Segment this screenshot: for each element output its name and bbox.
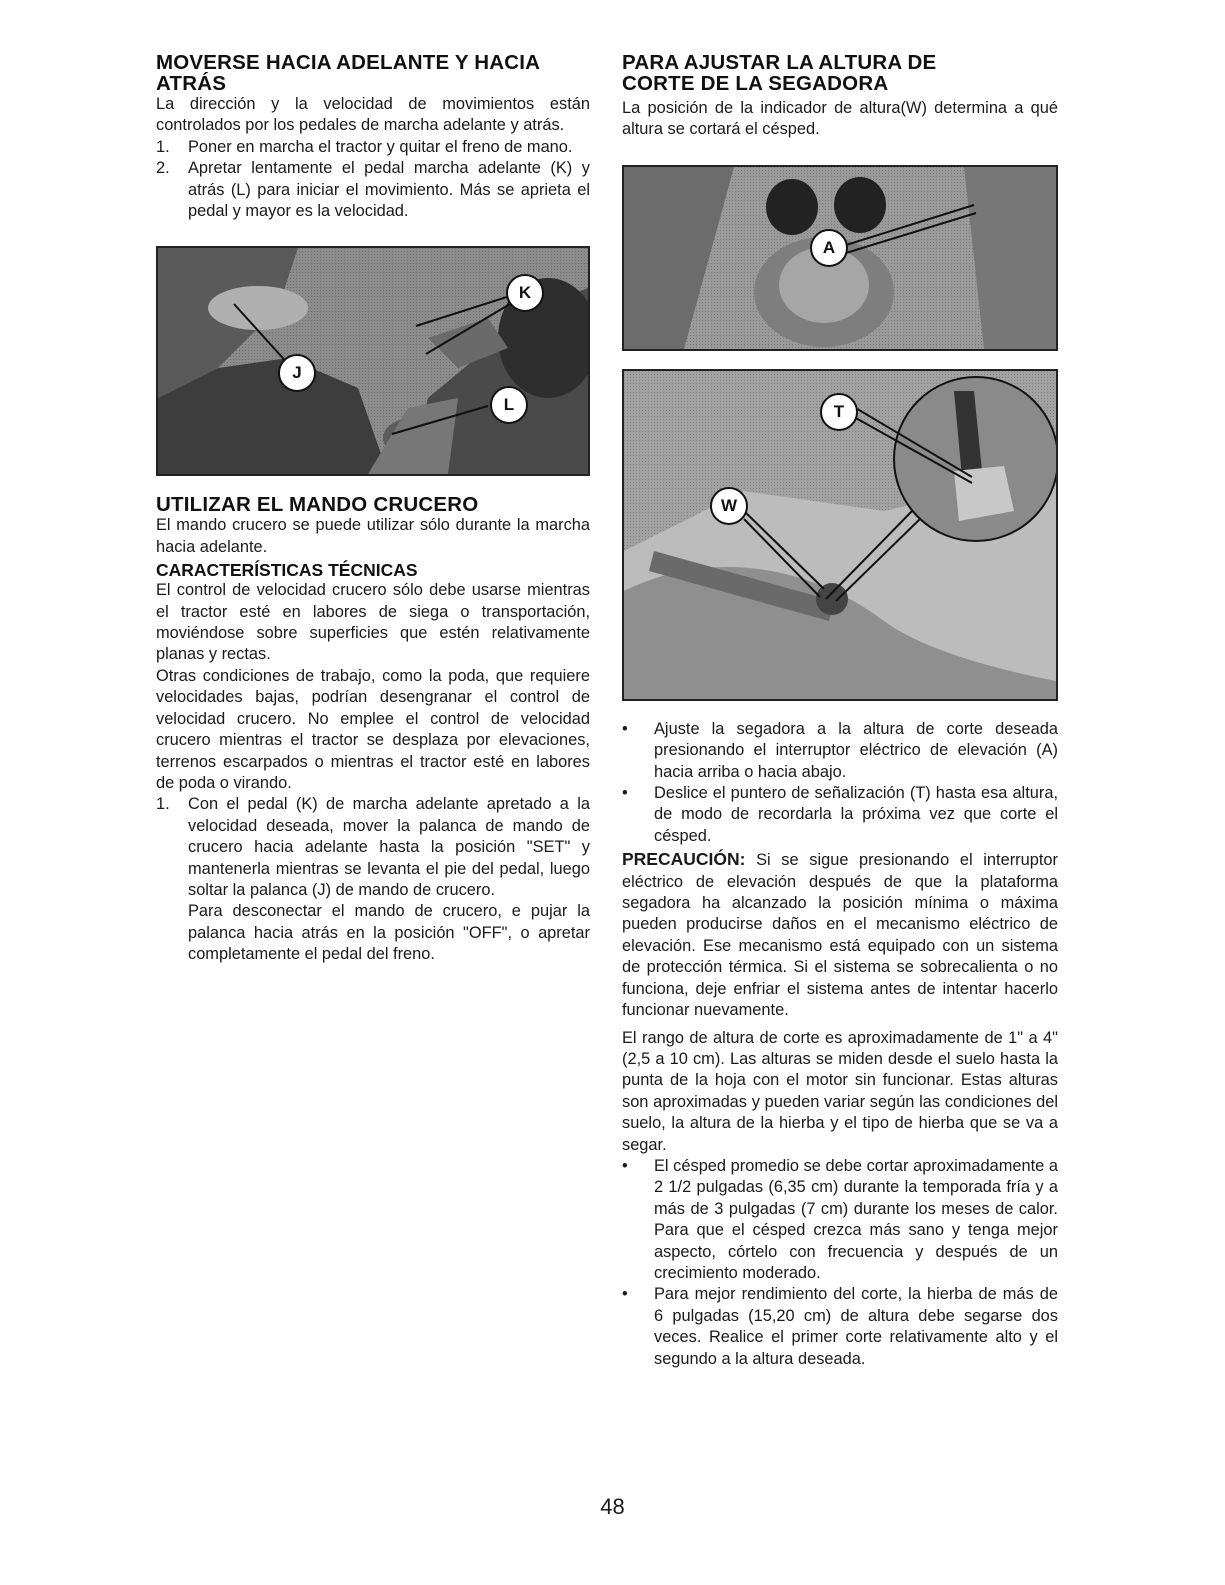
subsection-title-specs: CARACTERÍSTICAS TÉCNICAS bbox=[156, 560, 418, 581]
callout-l: L bbox=[490, 386, 528, 424]
lift-switch-figure bbox=[622, 165, 1058, 351]
section-title-cruise: UTILIZAR EL MANDO CRUCERO bbox=[156, 493, 479, 517]
caution-label: PRECAUCIÓN: bbox=[622, 849, 746, 870]
callout-t: T bbox=[820, 393, 858, 431]
mowing-tips bbox=[622, 1156, 1058, 1370]
section-title-cut-height: PARA AJUSTAR LA ALTURA DE CORTE DE LA SEGADORA bbox=[622, 51, 937, 95]
section-title-forward-backward: MOVERSE HACIA ADELANTE Y HACIA ATRÁS bbox=[156, 51, 541, 95]
list-item: 1. Poner en marcha el tractor y quitar el freno de mano. bbox=[156, 137, 573, 156]
cut-height-intro: La posición de la indicador de altura(W) determina a qué altura se cortará el césped. bbox=[622, 99, 1058, 139]
callout-w: W bbox=[710, 487, 748, 525]
list-item: • Deslice el puntero de señalización (T) hasta esa altura, de modo de recordarla la próxima vez que corte el césped. bbox=[622, 784, 1058, 845]
list-item: • El césped promedio se debe cortar aproximadamente a 2 1/2 pulgadas (6,35 cm) durante la temporada fría y a más de 3 pulgadas (7 cm) durante los meses de calor. Para que el césped crezca más sano y tenga mejor aspecto, córtelo con frecuencia y después de un crecimiento moderado. bbox=[622, 1156, 1058, 1282]
height-indicator-figure bbox=[622, 369, 1058, 701]
forward-backward-intro: La dirección y la velocidad de movimientos están controlados por los pedales de marcha adelante y atrás. bbox=[156, 95, 590, 135]
pedals-figure bbox=[156, 246, 590, 476]
cruise-steps bbox=[156, 794, 590, 901]
forward-backward-steps bbox=[156, 137, 590, 223]
cruise-intro: El mando crucero se puede utilizar sólo durante la marcha hacia adelante. bbox=[156, 516, 590, 556]
callout-j: J bbox=[278, 354, 316, 392]
callout-k: K bbox=[506, 274, 544, 312]
cruise-disconnect-note: Para desconectar el mando de crucero, e pujar la palanca hacia atrás en la posición "OFF", o apretar completamente el pedal del freno. bbox=[188, 902, 590, 964]
list-item: 1. Con el pedal (K) de marcha adelante apretado a la velocidad deseada, mover la palanca de mando de crucero hacia adelante hasta la posición "SET" y mantenerla mientras se levanta el pie del pedal, luego soltar la palanca (J) de mando de crucero. bbox=[156, 795, 590, 899]
left-column bbox=[156, 52, 590, 966]
right-column bbox=[622, 52, 1058, 1370]
callout-a: A bbox=[810, 229, 848, 267]
list-item: • Ajuste la segadora a la altura de corte deseada presionando el interruptor eléctrico de elevación (A) hacia arriba o hacia abajo. bbox=[622, 719, 1058, 781]
specs-paragraph-2: Otras condiciones de trabajo, como la poda, que requiere velocidades bajas, podrían desengranar el control de velocidad crucero. No emplee el control de velocidad crucero mientras el tractor se desplaza por elevaciones, terrenos escarpados o mientras el tractor esté en labores de poda o virando. bbox=[156, 666, 590, 792]
specs-paragraph-1: El control de velocidad crucero sólo debe usarse mientras el tractor esté en labores de siega o transportación, moviéndose sobre superficies que estén relativamente planas y rectas. bbox=[156, 581, 590, 664]
list-item: • Para mejor rendimiento del corte, la hierba de más de 6 pulgadas (15,20 cm) de altura debe segarse dos veces. Realice el primer corte relativamente alto y el segundo a la altura deseada. bbox=[622, 1285, 1058, 1368]
caution-paragraph: PRECAUCIÓN: Si se sigue presionando el interruptor eléctrico de elevación después de que la plataforma segadora ha alcanzado la posición mínima o máxima pueden producirse daños en el mecanismo eléctrico de elevación. Ese mecanismo está equipado con un sistema de protección térmica. Si el sistema se sobrecalienta o no funciona, deje enfriar el sistema antes de intentar hacerlo funcionar nuevamente. bbox=[622, 849, 1058, 1020]
adjust-steps bbox=[622, 719, 1058, 847]
cut-range-paragraph: El rango de altura de corte es aproximadamente de 1" a 4" (2,5 a 10 cm). Las alturas se miden desde el suelo hasta la punta de la hoja con el motor sin funcionar. Estas alturas son aproximadas y pueden variar según las condiciones del suelo, la altura de la hierba y el tipo de hierba que se va a segar. bbox=[622, 1028, 1058, 1154]
list-item: 2. Apretar lentamente el pedal marcha adelante (K) y atrás (L) para iniciar el movimiento. Más se aprieta el pedal y mayor es la velocidad. bbox=[156, 159, 590, 221]
page-number: 48 bbox=[600, 1494, 625, 1519]
